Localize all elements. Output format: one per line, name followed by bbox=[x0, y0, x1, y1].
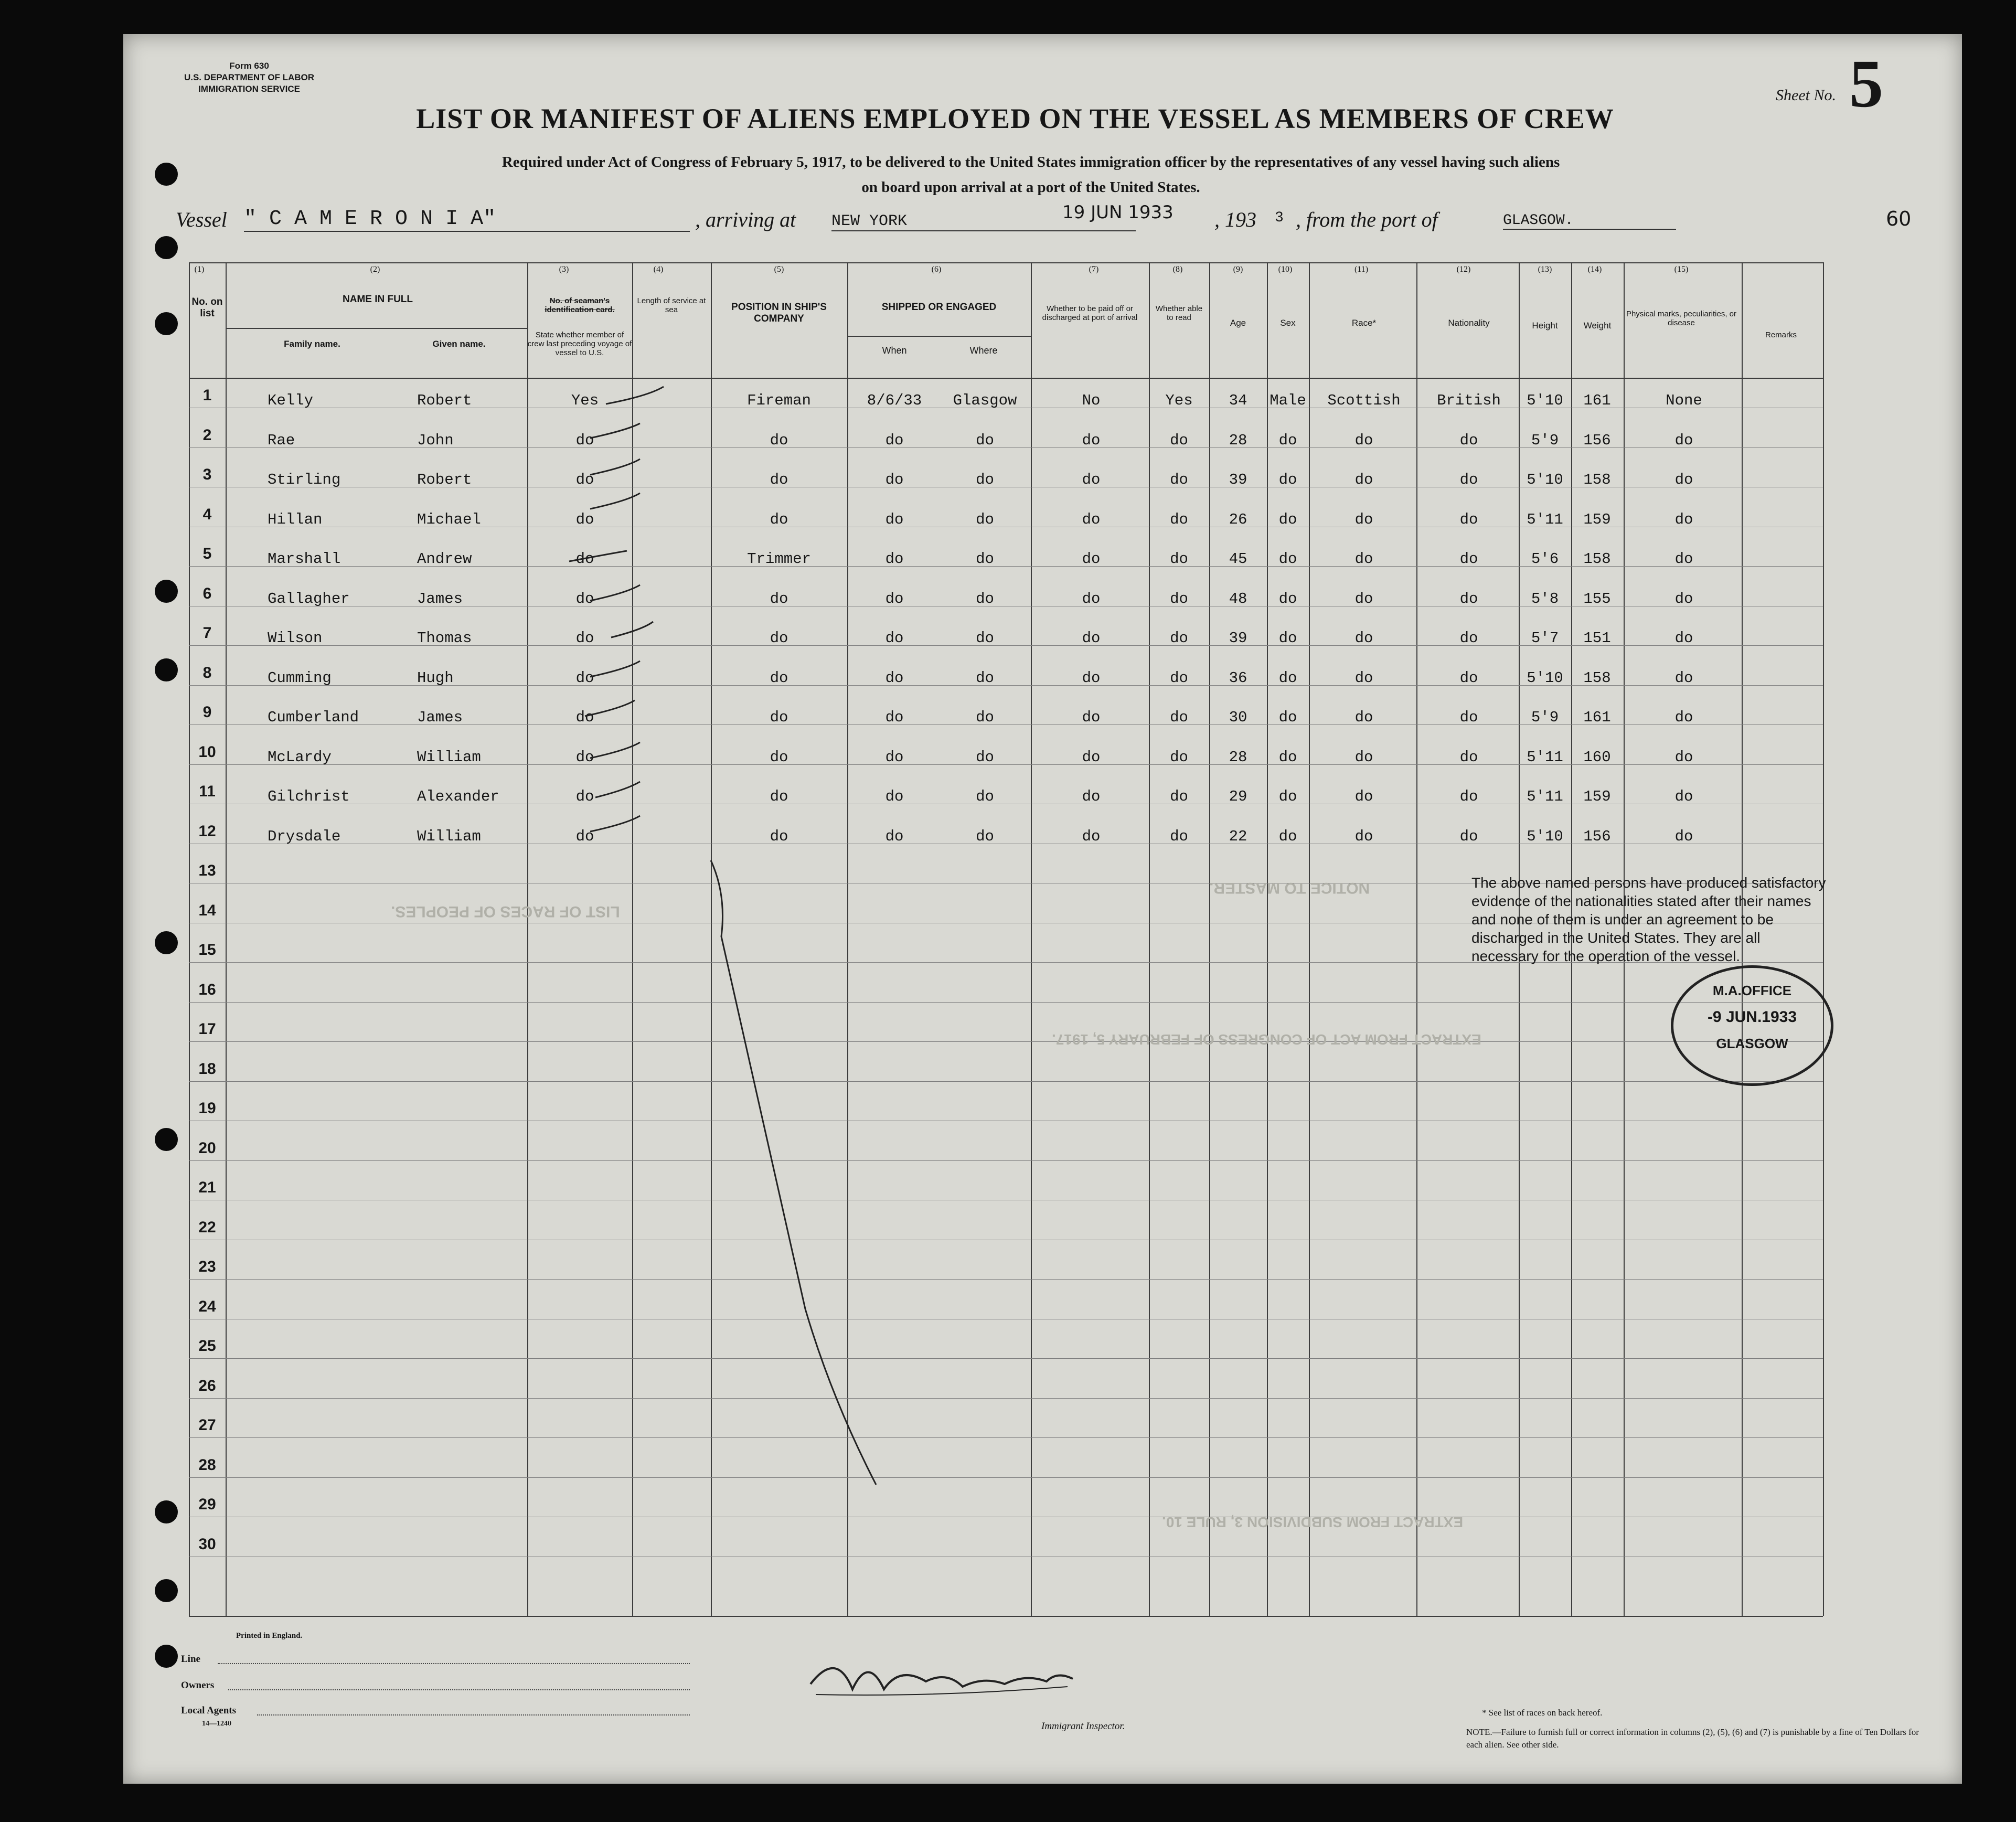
page-title: LIST OR MANIFEST OF ALIENS EMPLOYED ON THE VESSEL AS MEMBERS OF CREW bbox=[416, 103, 1614, 134]
cell-read: do bbox=[1170, 669, 1188, 687]
cell-paid: do bbox=[1082, 788, 1101, 805]
cell-paid: do bbox=[1082, 630, 1101, 647]
row-number: 9 bbox=[202, 704, 212, 721]
cell-family: Marshall bbox=[268, 550, 341, 568]
cell-where: do bbox=[976, 827, 994, 845]
cell-paid: do bbox=[1082, 431, 1101, 449]
arrival-date-stamp: 19 JUN 1933 bbox=[1062, 202, 1174, 223]
cell-prev: do bbox=[575, 550, 594, 568]
cell-nat: British bbox=[1437, 392, 1501, 409]
column-number: (15) bbox=[1674, 265, 1689, 274]
header-nationality: Nationality bbox=[1448, 318, 1490, 328]
see-list-note: * See list of races on back hereof. bbox=[1482, 1708, 1603, 1718]
cell-paid: No bbox=[1082, 392, 1101, 409]
cell-family: Hillan bbox=[268, 510, 323, 528]
cell-weight: 159 bbox=[1583, 510, 1611, 528]
cell-race: do bbox=[1354, 550, 1373, 568]
cell-marks: do bbox=[1674, 748, 1693, 766]
check-mark bbox=[590, 423, 640, 438]
inspector-label: Immigrant Inspector. bbox=[1041, 1721, 1125, 1732]
cell-age: 34 bbox=[1229, 392, 1247, 409]
cell-given: William bbox=[417, 827, 481, 845]
cell-paid: do bbox=[1082, 669, 1101, 687]
bleed-list-races: LIST OF RACES OF PEOPLES. bbox=[391, 903, 620, 920]
cell-race: do bbox=[1354, 669, 1373, 687]
cell-where: do bbox=[976, 471, 994, 488]
footer-local-agents-label: Local Agents bbox=[181, 1705, 237, 1716]
cell-paid: do bbox=[1082, 510, 1101, 528]
cell-read: do bbox=[1170, 590, 1188, 608]
cell-paid: do bbox=[1082, 590, 1101, 608]
cell-position: do bbox=[770, 827, 788, 845]
cell-height: 5'10 bbox=[1527, 471, 1563, 488]
row-number: 6 bbox=[202, 584, 212, 602]
cell-weight: 156 bbox=[1583, 431, 1611, 449]
vessel-name: " C A M E R O N I A" bbox=[244, 207, 690, 232]
cell-prev: do bbox=[575, 590, 594, 608]
cell-given: John bbox=[417, 431, 454, 449]
column-number: (9) bbox=[1233, 265, 1243, 274]
check-mark bbox=[590, 816, 640, 832]
row-number: 10 bbox=[198, 743, 216, 761]
cell-when: do bbox=[885, 510, 904, 528]
header-sex: Sex bbox=[1280, 318, 1296, 328]
cell-position: do bbox=[770, 630, 788, 647]
footer-line-label: Line bbox=[181, 1654, 200, 1665]
empty-row-number: 26 bbox=[198, 1377, 216, 1394]
cell-marks: do bbox=[1674, 510, 1693, 528]
cell-prev: do bbox=[575, 669, 594, 687]
cell-nat: do bbox=[1459, 431, 1478, 449]
stamp-top: M.A.OFFICE bbox=[1712, 983, 1792, 998]
empty-row-number: 13 bbox=[198, 862, 216, 879]
cell-height: 5'11 bbox=[1527, 510, 1563, 528]
header-position: POSITION IN SHIP'S COMPANY bbox=[731, 302, 827, 324]
header-id-card: No. of seaman's identification card. bbox=[545, 296, 615, 314]
inspector-signature bbox=[810, 1668, 1073, 1689]
check-mark bbox=[606, 387, 664, 404]
footer-owners-label: Owners bbox=[181, 1680, 215, 1691]
year-label: , 193 bbox=[1214, 208, 1256, 231]
cell-paid: do bbox=[1082, 550, 1101, 568]
cell-family: Cumming bbox=[268, 669, 332, 687]
cell-race: do bbox=[1354, 471, 1373, 488]
empty-row-number: 30 bbox=[198, 1535, 216, 1553]
cell-read: do bbox=[1170, 788, 1188, 805]
column-number: (12) bbox=[1456, 265, 1471, 274]
row-number: 12 bbox=[198, 822, 216, 840]
stamp-date: -9 JUN.1933 bbox=[1707, 1008, 1797, 1026]
cell-prev: do bbox=[575, 510, 594, 528]
footer-line-field bbox=[218, 1663, 690, 1664]
cell-prev: do bbox=[575, 748, 594, 766]
vessel-label: Vessel bbox=[176, 208, 227, 231]
manifest-sheet bbox=[123, 34, 1962, 1784]
column-number: (1) bbox=[194, 265, 205, 274]
cell-marks: do bbox=[1674, 590, 1693, 608]
cell-prev: do bbox=[575, 788, 594, 805]
cell-marks: do bbox=[1674, 630, 1693, 647]
empty-row-number: 27 bbox=[198, 1416, 216, 1434]
column-number: (2) bbox=[370, 265, 380, 274]
empty-row-number: 23 bbox=[198, 1258, 216, 1275]
bleed-extract-2: EXTRACT FROM SUBDIVISION 3, RULE 10. bbox=[1162, 1514, 1464, 1530]
cell-where: do bbox=[976, 788, 994, 805]
cell-sex: do bbox=[1278, 590, 1297, 608]
cell-read: do bbox=[1170, 630, 1188, 647]
cell-prev: do bbox=[575, 471, 594, 488]
empty-row-number: 20 bbox=[198, 1139, 216, 1157]
continuation-line bbox=[711, 860, 876, 1485]
header-where: Where bbox=[969, 345, 998, 356]
check-mark bbox=[590, 742, 640, 758]
printed-in: Printed in England. bbox=[236, 1632, 303, 1640]
cell-paid: do bbox=[1082, 471, 1101, 488]
cell-paid: do bbox=[1082, 709, 1101, 726]
row-number: 1 bbox=[202, 387, 212, 404]
ma-office-stamp bbox=[1671, 965, 1833, 1086]
footer-owners-field bbox=[228, 1689, 690, 1690]
cell-race: Scottish bbox=[1327, 392, 1401, 409]
cell-family: Cumberland bbox=[268, 709, 359, 726]
check-mark bbox=[590, 493, 640, 509]
cell-position: do bbox=[770, 431, 788, 449]
check-mark bbox=[585, 700, 635, 716]
column-number: (8) bbox=[1172, 265, 1183, 274]
header-height: Height bbox=[1532, 321, 1558, 331]
cell-marks: do bbox=[1674, 788, 1693, 805]
check-mark bbox=[590, 661, 640, 677]
cell-family: McLardy bbox=[268, 748, 332, 766]
cell-family: Stirling bbox=[268, 471, 341, 488]
cell-position: do bbox=[770, 788, 788, 805]
empty-row-number: 14 bbox=[198, 901, 216, 919]
cell-where: do bbox=[976, 630, 994, 647]
footer-local-agents-field bbox=[257, 1714, 690, 1716]
cell-position: Trimmer bbox=[747, 550, 811, 568]
cell-weight: 158 bbox=[1583, 471, 1611, 488]
row-number: 5 bbox=[202, 545, 212, 562]
cell-weight: 155 bbox=[1583, 590, 1611, 608]
cell-sex: do bbox=[1278, 471, 1297, 488]
cell-given: Robert bbox=[417, 392, 472, 409]
arriving-label: , arriving at bbox=[695, 208, 796, 231]
empty-row-number: 15 bbox=[198, 941, 216, 958]
empty-row-number: 24 bbox=[198, 1297, 216, 1315]
cell-age: 45 bbox=[1229, 550, 1247, 568]
empty-row-number: 25 bbox=[198, 1337, 216, 1355]
check-mark bbox=[590, 459, 640, 475]
column-number: (11) bbox=[1354, 265, 1369, 274]
cell-given: James bbox=[417, 709, 463, 726]
cell-read: do bbox=[1170, 748, 1188, 766]
cell-paid: do bbox=[1082, 827, 1101, 845]
from-port: GLASGOW. bbox=[1503, 212, 1676, 230]
cell-where: do bbox=[976, 550, 994, 568]
cell-where: do bbox=[976, 510, 994, 528]
column-number: (4) bbox=[653, 265, 664, 274]
cell-marks: do bbox=[1674, 827, 1693, 845]
empty-row-number: 17 bbox=[198, 1020, 216, 1038]
cell-age: 39 bbox=[1229, 471, 1247, 488]
cell-given: James bbox=[417, 590, 463, 608]
cell-given: Alexander bbox=[417, 788, 499, 805]
cell-weight: 156 bbox=[1583, 827, 1611, 845]
sheet-label: Sheet No. bbox=[1776, 87, 1836, 104]
cell-prev: do bbox=[575, 827, 594, 845]
cell-paid: do bbox=[1082, 748, 1101, 766]
column-number: (7) bbox=[1089, 265, 1099, 274]
header-given-name: Given name. bbox=[432, 339, 486, 349]
bleed-extract: EXTRACT FROM ACT OF CONGRESS OF FEBRUARY 5, 1917. bbox=[1052, 1031, 1481, 1048]
cell-when: do bbox=[885, 748, 904, 766]
cell-height: 5'11 bbox=[1527, 788, 1563, 805]
cell-sex: Male bbox=[1270, 392, 1306, 409]
header-shipped-engaged: SHIPPED OR ENGAGED bbox=[881, 302, 997, 313]
nationality-evidence-stamp: The above named persons have produced satisfactory evidence of the nationalities stated after their names and none of them is under an agreement to be discharged in the United States. They are all necessary for the operation of the vessel. bbox=[1471, 875, 1826, 964]
header-family-name: Family name. bbox=[284, 339, 340, 349]
cell-height: 5'7 bbox=[1531, 630, 1559, 647]
cell-prev: do bbox=[575, 431, 594, 449]
header-weight: Weight bbox=[1583, 321, 1612, 331]
cell-when: do bbox=[885, 827, 904, 845]
cell-marks: None bbox=[1666, 392, 1702, 409]
empty-row-number: 18 bbox=[198, 1060, 216, 1078]
cell-nat: do bbox=[1459, 550, 1478, 568]
cell-weight: 151 bbox=[1583, 630, 1611, 647]
row-number: 11 bbox=[199, 783, 216, 800]
cell-where: do bbox=[976, 669, 994, 687]
department: U.S. DEPARTMENT OF LABOR bbox=[184, 72, 315, 82]
cell-prev: do bbox=[575, 709, 594, 726]
cell-age: 29 bbox=[1229, 788, 1247, 805]
subtitle-line-2: on board upon arrival at a port of the United States. bbox=[861, 179, 1200, 196]
cell-where: do bbox=[976, 709, 994, 726]
cell-when: do bbox=[885, 788, 904, 805]
year-digit: 3 bbox=[1275, 210, 1284, 226]
column-number: (3) bbox=[559, 265, 569, 274]
service: IMMIGRATION SERVICE bbox=[198, 84, 300, 94]
cell-weight: 158 bbox=[1583, 550, 1611, 568]
cell-height: 5'6 bbox=[1531, 550, 1559, 568]
cell-given: William bbox=[417, 748, 481, 766]
cell-age: 48 bbox=[1229, 590, 1247, 608]
cell-age: 28 bbox=[1229, 431, 1247, 449]
cell-race: do bbox=[1354, 431, 1373, 449]
cell-weight: 160 bbox=[1583, 748, 1611, 766]
cell-height: 5'9 bbox=[1531, 709, 1559, 726]
column-number: (6) bbox=[931, 265, 942, 274]
column-number: (10) bbox=[1278, 265, 1293, 274]
cell-read: do bbox=[1170, 510, 1188, 528]
cell-age: 36 bbox=[1229, 669, 1247, 687]
cell-marks: do bbox=[1674, 431, 1693, 449]
cell-race: do bbox=[1354, 827, 1373, 845]
cell-marks: do bbox=[1674, 471, 1693, 488]
stamp-bottom: GLASGOW bbox=[1716, 1036, 1788, 1051]
header-length-service: Length of service at sea bbox=[637, 296, 706, 314]
cell-family: Gilchrist bbox=[268, 788, 350, 805]
form-number: Form 630 bbox=[229, 61, 269, 71]
cell-weight: 158 bbox=[1583, 669, 1611, 687]
cell-age: 30 bbox=[1229, 709, 1247, 726]
cell-read: do bbox=[1170, 550, 1188, 568]
cell-marks: do bbox=[1674, 709, 1693, 726]
cell-when: do bbox=[885, 431, 904, 449]
bleed-notice: NOTICE TO MASTER. bbox=[1209, 879, 1370, 897]
cell-nat: do bbox=[1459, 590, 1478, 608]
header-name-in-full: NAME IN FULL bbox=[342, 294, 413, 305]
cell-where: do bbox=[976, 748, 994, 766]
cell-height: 5'10 bbox=[1527, 827, 1563, 845]
cell-given: Thomas bbox=[417, 630, 472, 647]
cell-age: 26 bbox=[1229, 510, 1247, 528]
cell-when: do bbox=[885, 550, 904, 568]
empty-row-number: 22 bbox=[198, 1218, 216, 1236]
cell-when: do bbox=[885, 471, 904, 488]
cell-race: do bbox=[1354, 510, 1373, 528]
cell-race: do bbox=[1354, 788, 1373, 805]
cell-read: do bbox=[1170, 431, 1188, 449]
cell-position: do bbox=[770, 669, 788, 687]
header-previous-voyage: State whether member of crew last preceding voyage of vessel to U.S. bbox=[527, 331, 632, 357]
empty-row-number: 21 bbox=[198, 1179, 216, 1196]
cell-family: Drysdale bbox=[268, 827, 341, 845]
cell-height: 5'10 bbox=[1527, 669, 1563, 687]
header-remarks: Remarks bbox=[1765, 331, 1797, 339]
cell-race: do bbox=[1354, 630, 1373, 647]
cell-position: Fireman bbox=[747, 392, 811, 409]
row-number: 8 bbox=[202, 664, 212, 681]
cell-weight: 161 bbox=[1583, 709, 1611, 726]
cell-height: 5'8 bbox=[1531, 590, 1559, 608]
cell-prev: Yes bbox=[571, 392, 599, 409]
column-number: (5) bbox=[774, 265, 784, 274]
empty-row-number: 28 bbox=[198, 1456, 216, 1474]
cell-height: 5'9 bbox=[1531, 431, 1559, 449]
cell-when: do bbox=[885, 709, 904, 726]
column-number: (14) bbox=[1587, 265, 1602, 274]
cell-sex: do bbox=[1278, 431, 1297, 449]
cell-race: do bbox=[1354, 748, 1373, 766]
cell-marks: do bbox=[1674, 550, 1693, 568]
cell-nat: do bbox=[1459, 827, 1478, 845]
subtitle-line-1: Required under Act of Congress of February 5, 1917, to be delivered to the United States immigration officer by the representatives of any vessel having such aliens bbox=[502, 154, 1560, 171]
header-paid-off: Whether to be paid off or discharged at port of arrival bbox=[1042, 304, 1138, 322]
cell-nat: do bbox=[1459, 669, 1478, 687]
cell-when: 8/6/33 bbox=[867, 392, 922, 409]
cell-race: do bbox=[1354, 709, 1373, 726]
arrival-port: NEW YORK bbox=[831, 212, 1136, 231]
cell-family: Gallagher bbox=[268, 590, 350, 608]
cell-sex: do bbox=[1278, 788, 1297, 805]
cell-race: do bbox=[1354, 590, 1373, 608]
cell-marks: do bbox=[1674, 669, 1693, 687]
cell-sex: do bbox=[1278, 669, 1297, 687]
cell-weight: 161 bbox=[1583, 392, 1611, 409]
page-mark: 60 bbox=[1886, 207, 1912, 230]
cell-family: Rae bbox=[268, 431, 295, 449]
form-code: 14—1240 bbox=[202, 1720, 231, 1728]
cell-when: do bbox=[885, 630, 904, 647]
cell-nat: do bbox=[1459, 510, 1478, 528]
cell-sex: do bbox=[1278, 709, 1297, 726]
cell-sex: do bbox=[1278, 748, 1297, 766]
row-number: 4 bbox=[202, 505, 212, 523]
cell-prev: do bbox=[575, 630, 594, 647]
check-mark bbox=[611, 622, 653, 637]
cell-position: do bbox=[770, 510, 788, 528]
cell-nat: do bbox=[1459, 471, 1478, 488]
cell-age: 39 bbox=[1229, 630, 1247, 647]
sheet-number: 5 bbox=[1849, 46, 1883, 122]
cell-family: Wilson bbox=[268, 630, 323, 647]
cell-height: 5'10 bbox=[1527, 392, 1563, 409]
row-number: 3 bbox=[202, 466, 212, 483]
header-race: Race* bbox=[1351, 318, 1377, 328]
header-no-on-list: No. on list bbox=[191, 296, 223, 319]
cell-height: 5'11 bbox=[1527, 748, 1563, 766]
from-label: , from the port of bbox=[1296, 208, 1438, 231]
cell-age: 22 bbox=[1229, 827, 1247, 845]
cell-position: do bbox=[770, 471, 788, 488]
cell-nat: do bbox=[1459, 709, 1478, 726]
cell-weight: 159 bbox=[1583, 788, 1611, 805]
cell-given: Michael bbox=[417, 510, 481, 528]
header-when: When bbox=[882, 345, 907, 356]
empty-row-number: 19 bbox=[198, 1100, 216, 1117]
cell-given: Hugh bbox=[417, 669, 454, 687]
empty-row-number: 16 bbox=[198, 981, 216, 998]
cell-position: do bbox=[770, 590, 788, 608]
check-mark bbox=[569, 551, 627, 561]
cell-where: Glasgow bbox=[953, 392, 1017, 409]
cell-when: do bbox=[885, 590, 904, 608]
empty-row-number: 29 bbox=[198, 1496, 216, 1513]
cell-read: do bbox=[1170, 709, 1188, 726]
cell-where: do bbox=[976, 590, 994, 608]
row-number: 2 bbox=[202, 426, 212, 444]
header-able-read: Whether able to read bbox=[1155, 304, 1203, 322]
cell-sex: do bbox=[1278, 630, 1297, 647]
check-mark bbox=[595, 782, 640, 797]
check-mark bbox=[590, 585, 640, 601]
cell-given: Robert bbox=[417, 471, 472, 488]
cell-sex: do bbox=[1278, 827, 1297, 845]
cell-sex: do bbox=[1278, 550, 1297, 568]
column-number: (13) bbox=[1538, 265, 1552, 274]
cell-nat: do bbox=[1459, 630, 1478, 647]
fine-note: NOTE.—Failure to furnish full or correct information in columns (2), (5), (6) and (7) is punishable by a fine of Ten Dollars for each alien. See other side. bbox=[1466, 1727, 1919, 1750]
cell-where: do bbox=[976, 431, 994, 449]
cell-position: do bbox=[770, 748, 788, 766]
row-number: 7 bbox=[202, 624, 212, 642]
cell-sex: do bbox=[1278, 510, 1297, 528]
cell-read: do bbox=[1170, 471, 1188, 488]
cell-family: Kelly bbox=[268, 392, 314, 409]
cell-age: 28 bbox=[1229, 748, 1247, 766]
cell-when: do bbox=[885, 669, 904, 687]
cell-read: do bbox=[1170, 827, 1188, 845]
cell-nat: do bbox=[1459, 748, 1478, 766]
cell-given: Andrew bbox=[417, 550, 472, 568]
cell-nat: do bbox=[1459, 788, 1478, 805]
cell-position: do bbox=[770, 709, 788, 726]
header-physical-marks: Physical marks, peculiarities, or disease bbox=[1626, 310, 1737, 327]
header-age: Age bbox=[1230, 318, 1246, 328]
cell-read: Yes bbox=[1165, 392, 1193, 409]
